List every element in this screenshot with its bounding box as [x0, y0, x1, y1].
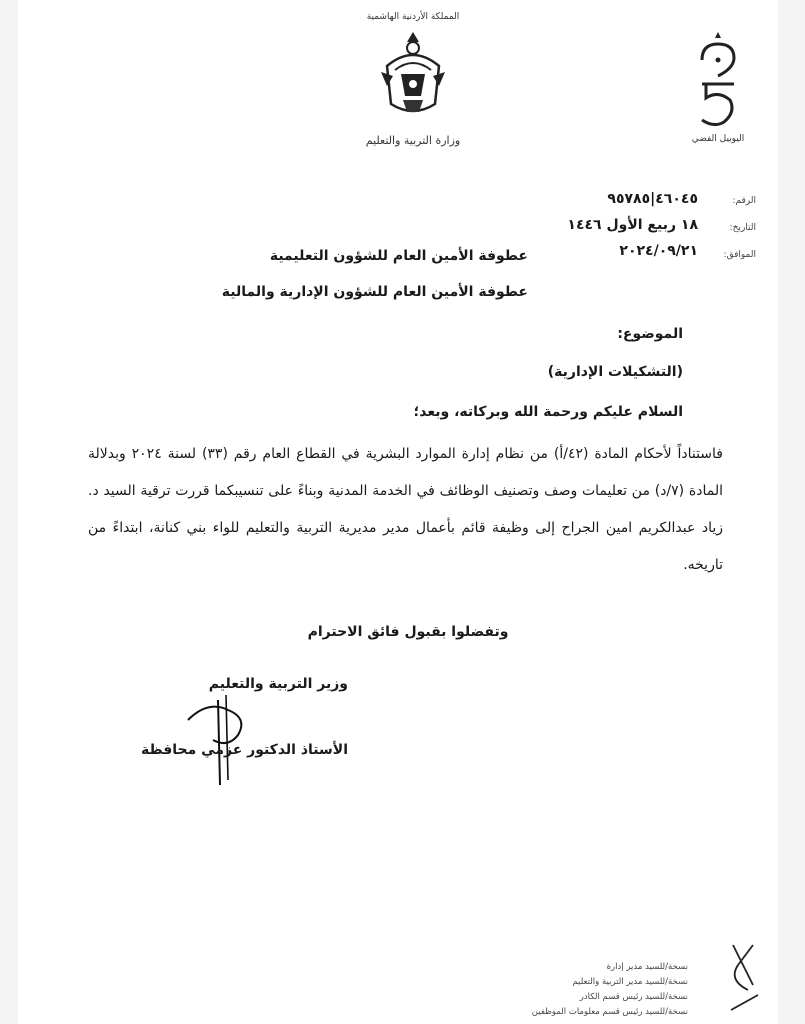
subject-value: (التشكيلات الإدارية) — [547, 364, 683, 380]
greeting: السلام عليكم ورحمة الله وبركاته، وبعد؛ — [413, 404, 683, 420]
addressee-1: عطوفة الأمين العام للشؤون التعليمية — [269, 248, 528, 264]
cc-item-4: نسخة/للسيد رئيس قسم معلومات الموظفين — [531, 1007, 688, 1017]
handwritten-signature — [168, 680, 278, 790]
ministry-header — [353, 12, 473, 162]
minister-name: الأستاذ الدكتور عزمي محافظة — [140, 742, 348, 758]
cc-item-2: نسخة/للسيد مدير التربية والتعليم — [572, 977, 688, 987]
ministry-name: وزارة التربية والتعليم — [365, 134, 461, 147]
gregorian-label: الموافق: — [723, 250, 756, 260]
kingdom-name: المملكة الأردنية الهاشمية — [366, 12, 460, 22]
gregorian-date: ٢٠٢٤/٠٩/٢١ — [619, 243, 698, 259]
coat-of-arms-icon — [373, 26, 453, 126]
hijri-date: ١٨ ربيع الأول ١٤٤٦ — [567, 217, 698, 233]
cc-item-1: نسخة/للسيد مدير إدارة — [606, 962, 688, 972]
initials-mark — [713, 935, 773, 1024]
cc-item-3: نسخة/للسيد رئيس قسم الكادر — [579, 992, 688, 1002]
reference-labels — [696, 188, 756, 269]
logo-caption: اليوبيل الفضي — [691, 134, 745, 144]
closing-line: وتفضلوا بقبول فائق الاحترام — [307, 624, 509, 640]
subject-label: الموضوع: — [617, 326, 683, 342]
number-label: الرقم: — [732, 196, 756, 206]
letter-page — [18, 0, 778, 1024]
jubilee-25-icon — [688, 30, 748, 130]
reference-number: ٤٦٠٤٥|٩٥٧٨٥ — [607, 191, 698, 207]
addressee-2: عطوفة الأمين العام للشؤون الإدارية والمالية — [221, 284, 528, 300]
minister-title: وزير التربية والتعليم — [208, 676, 348, 692]
date-label: التاريخ: — [729, 223, 756, 233]
letter-body: فاستناداً لأحكام المادة (٤٢/أ) من نظام إدارة الموارد البشرية في القطاع العام رقم (٣٣) لسنة ٢٠٢٤ وبدلالة المادة (٧/د) من تعليمات وصف وتصنيف الوظائف في الخدمة المدنية وبناءً على تنسيبكما قررت ترقية السيد د. زياد عبدالكريم امين الجراح إلى وظيفة قائم بأعمال مدير مديرية التربية والتعليم للواء بني كنانة، ابتداءً من تاريخه. — [88, 446, 723, 573]
silver-jubilee-logo — [683, 30, 753, 160]
reference-values — [528, 186, 698, 264]
